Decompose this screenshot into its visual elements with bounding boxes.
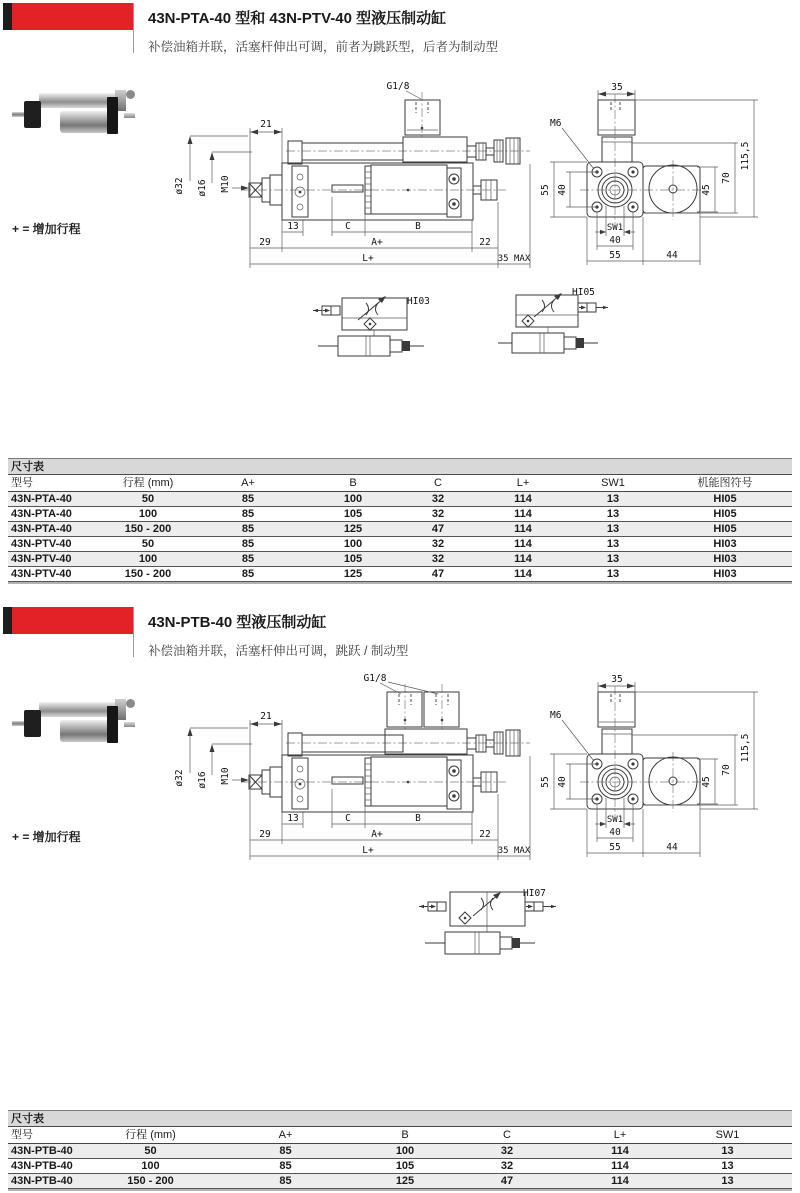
dim-label: 55 (540, 184, 551, 196)
table-cell: 114 (611, 1160, 629, 1172)
dim-label: A+ (371, 829, 383, 840)
dim-label: 29 (259, 829, 271, 840)
table-cell: 150 - 200 (124, 568, 172, 580)
table-caption: 尺寸表 (8, 458, 792, 475)
end-view-drawing (540, 672, 798, 877)
dim-label: 115,5 (740, 733, 751, 763)
dim-label: M10 (220, 175, 231, 193)
header-divider (133, 607, 134, 657)
header-divider (133, 3, 134, 53)
dim-label: 29 (259, 237, 271, 248)
photo-clamp (24, 710, 41, 737)
table-cell: 32 (431, 493, 445, 505)
dim-label: C (345, 221, 351, 232)
table-header-row (8, 475, 792, 492)
table-cell: HI05 (713, 493, 737, 505)
table-cell: 114 (514, 493, 532, 505)
table-caption: 尺寸表 (8, 1110, 792, 1127)
dim-label: 13 (287, 813, 299, 824)
table-cell: 32 (431, 538, 445, 550)
table-cell: 85 (279, 1145, 292, 1157)
table-cell: 85 (241, 538, 255, 550)
badge-red-bar (12, 3, 133, 30)
table-cell: 114 (514, 568, 532, 580)
table-cell: 114 (611, 1175, 629, 1187)
column-header: 行程 (mm) (125, 1129, 176, 1141)
table-cell: 13 (606, 568, 620, 580)
table-header-row (8, 1127, 792, 1144)
dim-label: 55 (609, 842, 621, 853)
dim-label: 40 (557, 184, 568, 196)
table-cell: 150 - 200 (127, 1175, 174, 1187)
table-cell: 43N-PTB-40 (11, 1175, 73, 1187)
table-cell: 125 (343, 523, 363, 535)
badge-black-bar (3, 3, 12, 30)
table-cell: 43N-PTB-40 (11, 1160, 73, 1172)
table-cell: 85 (279, 1175, 292, 1187)
table-cell: 100 (141, 1160, 160, 1172)
column-header: B (401, 1129, 409, 1141)
function-symbol-hi07 (415, 880, 565, 965)
photo-bracket (107, 97, 118, 134)
dim-label: G1/8 (386, 81, 410, 92)
column-header: 机能图符号 (697, 477, 753, 489)
stroke-note: + = 增加行程 (12, 830, 81, 844)
badge-black-bar (3, 607, 12, 634)
table-cell: 13 (606, 493, 620, 505)
table-cell: 100 (138, 553, 158, 565)
dim-label: 13 (287, 221, 299, 232)
dim-label: 22 (479, 829, 491, 840)
table-cell: 13 (606, 538, 620, 550)
table-cell: 47 (431, 523, 445, 535)
column-header: SW1 (715, 1129, 740, 1141)
table-row (8, 1174, 792, 1189)
table-cell: 13 (606, 508, 620, 520)
section-title: 43N-PTA-40 型和 43N-PTV-40 型液压制动缸 (148, 10, 447, 27)
table-cell: HI03 (713, 553, 737, 565)
side-view-drawing (168, 672, 538, 872)
symbol-label: HI05 (572, 287, 595, 298)
table-cell: 114 (514, 508, 532, 520)
section-badge (3, 3, 133, 30)
table-cell: 85 (241, 568, 255, 580)
table-cell: 32 (500, 1160, 514, 1172)
dim-label: C (345, 813, 351, 824)
table-cell: 13 (606, 523, 620, 535)
dim-label: ø32 (174, 769, 185, 787)
table-cell: 85 (241, 553, 255, 565)
table-cell: 100 (343, 493, 363, 505)
product-photo (12, 88, 136, 138)
table-row (8, 492, 792, 507)
symbol-label: HI07 (523, 888, 546, 899)
side-view-drawing (168, 80, 538, 280)
end-view-drawing (540, 80, 798, 285)
dim-label: L+ (362, 845, 374, 856)
table-cell: 50 (141, 538, 155, 550)
column-header: C (503, 1129, 511, 1141)
photo-bracket (107, 706, 118, 743)
table-cell: 50 (141, 493, 155, 505)
dim-label: 35 (611, 674, 623, 685)
table-cell: HI05 (713, 508, 737, 520)
photo-stub (124, 722, 135, 727)
table-cell: 13 (721, 1145, 734, 1157)
column-header: B (349, 477, 357, 489)
table-cell: 114 (514, 553, 532, 565)
dim-label: M10 (220, 767, 231, 785)
dim-label: ø16 (197, 179, 208, 197)
photo-stub (124, 113, 135, 118)
table-cell: 125 (343, 568, 363, 580)
table-cell: 100 (138, 508, 158, 520)
dim-label: 35 MAX (497, 254, 531, 264)
dim-label: 55 (609, 250, 621, 261)
dim-label: G1/8 (363, 673, 387, 684)
table-cell: 150 - 200 (124, 523, 172, 535)
table-cell: HI03 (713, 538, 737, 550)
dim-label: 70 (721, 764, 732, 776)
dimension-table (8, 458, 792, 584)
table-row (8, 1159, 792, 1174)
dim-label: L+ (362, 253, 374, 264)
table-cell: 105 (343, 553, 363, 565)
dim-label: 40 (609, 235, 621, 246)
table-cell: 100 (343, 538, 363, 550)
table-body (8, 492, 792, 584)
dim-label: 35 (611, 82, 623, 93)
table-cell: 13 (606, 553, 620, 565)
photo-knob (126, 699, 135, 708)
table-cell: 114 (514, 538, 532, 550)
table-cell: 50 (144, 1145, 157, 1157)
function-symbol-hi03 (310, 286, 445, 364)
table-cell: 32 (431, 508, 445, 520)
table-row (8, 522, 792, 537)
column-header: A+ (241, 477, 255, 489)
table-cell: 47 (500, 1175, 514, 1187)
function-symbol-hi05 (498, 283, 613, 361)
dim-label: A+ (371, 237, 383, 248)
table-row (8, 552, 792, 567)
table-cell: 32 (431, 553, 445, 565)
table-cell: 47 (431, 568, 445, 580)
dim-label: 45 (701, 184, 712, 196)
table-cell: 85 (241, 508, 255, 520)
table-cell: 100 (395, 1145, 415, 1157)
section-title: 43N-PTB-40 型液压制动缸 (148, 614, 327, 631)
dim-label: 21 (260, 711, 272, 722)
column-header: SW1 (601, 477, 625, 489)
table-row (8, 537, 792, 552)
dim-label: ø32 (174, 177, 185, 195)
table-cell: HI03 (713, 568, 737, 580)
dim-label: ø16 (197, 771, 208, 789)
dim-label: SW1 (606, 223, 624, 233)
dim-label: 35 MAX (497, 846, 531, 856)
table-cell: 43N-PTV-40 (11, 538, 72, 550)
table-cell: 13 (721, 1175, 734, 1187)
photo-clamp (24, 101, 41, 128)
table-cell: 43N-PTV-40 (11, 568, 72, 580)
table-cell: HI05 (713, 523, 737, 535)
table-cell: 85 (241, 523, 255, 535)
section-subtitle: 补偿油箱并联，活塞杆伸出可调，跳跃 / 制动型 (148, 644, 409, 658)
table-cell: 105 (343, 508, 363, 520)
dim-label: B (415, 221, 421, 232)
photo-reservoir (60, 111, 108, 133)
table-cell: 125 (395, 1175, 415, 1187)
column-header: 行程 (mm) (122, 477, 174, 489)
table-cell: 114 (611, 1145, 629, 1157)
table-cell: 43N-PTA-40 (11, 508, 72, 520)
dim-label: 70 (721, 172, 732, 184)
dim-label: 21 (260, 119, 272, 130)
table-row (8, 1144, 792, 1159)
dim-label: M6 (550, 118, 562, 129)
column-header: A+ (278, 1129, 293, 1141)
table-cell: 85 (241, 493, 255, 505)
section-badge (3, 607, 133, 634)
table-cell: 85 (279, 1160, 292, 1172)
table-cell: 105 (395, 1160, 415, 1172)
dim-label: 45 (701, 776, 712, 788)
column-header: L+ (613, 1129, 627, 1141)
dimension-table (8, 1110, 792, 1191)
symbol-label: HI03 (407, 296, 430, 307)
section-subtitle: 补偿油箱并联，活塞杆伸出可调，前者为跳跃型，后者为制动型 (148, 40, 499, 54)
table-cell: 32 (500, 1145, 514, 1157)
dim-label: SW1 (606, 815, 624, 825)
badge-red-bar (12, 607, 133, 634)
table-cell: 114 (514, 523, 532, 535)
table-row (8, 507, 792, 522)
dim-label: 55 (540, 776, 551, 788)
column-header: C (434, 477, 442, 489)
dim-label: 115,5 (740, 141, 751, 171)
table-row (8, 567, 792, 582)
dim-label: 44 (666, 842, 678, 853)
dim-label: M6 (550, 710, 562, 721)
table-cell: 43N-PTB-40 (11, 1145, 73, 1157)
photo-knob (126, 90, 135, 99)
table-cell: 43N-PTA-40 (11, 523, 72, 535)
photo-reservoir (60, 720, 108, 742)
column-header: 型号 (11, 1129, 33, 1141)
column-header: 型号 (11, 477, 33, 489)
table-cell: 43N-PTV-40 (11, 553, 72, 565)
dim-label: 40 (557, 776, 568, 788)
table-body (8, 1144, 792, 1191)
dim-label: 40 (609, 827, 621, 838)
table-cell: 13 (721, 1160, 734, 1172)
product-photo (12, 697, 136, 747)
stroke-note: + = 增加行程 (12, 222, 81, 236)
dim-label: B (415, 813, 421, 824)
column-header: L+ (516, 477, 530, 489)
dim-label: 44 (666, 250, 678, 261)
table-cell: 43N-PTA-40 (11, 493, 72, 505)
dim-label: 22 (479, 237, 491, 248)
